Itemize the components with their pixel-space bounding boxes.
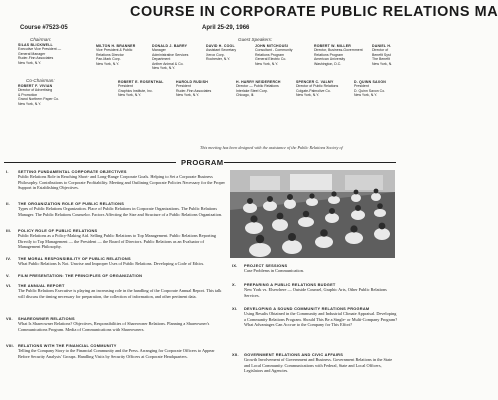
chairman-line: General Manager <box>18 51 46 56</box>
agenda-title: PREPARING A PUBLIC RELATIONS BUDGET <box>244 282 336 287</box>
speaker-block <box>176 80 234 98</box>
speaker-line: Consultant - Community <box>255 48 293 53</box>
divider-line <box>4 162 176 163</box>
agenda-number: X. <box>232 282 237 287</box>
agenda-number: II. <box>6 201 10 206</box>
assistance-note: This meeting has been designed with the assistance of the Public Relations Society of <box>200 145 343 150</box>
agenda-item <box>6 273 226 278</box>
agenda-title: POLICY ROLE OF PUBLIC RELATIONS <box>18 228 98 233</box>
agenda-title: THE ANNUAL REPORT <box>18 283 65 288</box>
agenda-title: GOVERNMENT RELATIONS AND CIVIC AFFAIRS <box>244 352 344 357</box>
speaker-name: MILTON H. BRANNER <box>96 44 136 48</box>
speaker-name: D. QUINN SAXON <box>354 80 386 84</box>
meeting-photo <box>230 170 395 258</box>
speaker-line: Colgate-Palmolive Co. <box>296 88 331 93</box>
agenda-description: Types of Public Relations Organization. Place of Public Relations in Corporate Organizations. The Public Relations Manager. The Public Relations Counselor. Factors Affecting the Size and Structure of a Public Relations Organization. <box>18 206 223 217</box>
agenda-description: New York vs. Elsewhere — Outside Counsel, Graphic Arts, Other Public Relations Services. <box>244 287 387 298</box>
speaker-line: General Electric Co. <box>255 57 287 62</box>
co-chairman-line: New York, N.Y. <box>18 101 42 106</box>
agenda-description: Using Results Obtained in the Community and Industrial Climate Appraisal. Developing a Community Relations Program. Should This Be a Single- or Multi-Company Program? What Advantages Can Accrue to the Company for This Effort? <box>244 311 398 328</box>
chairman-line: Executive Vice President — <box>18 47 62 52</box>
meeting-photo-graphic <box>230 170 395 258</box>
speaker-name: DONALD J. BARRY <box>152 44 188 48</box>
divider-line <box>224 162 396 163</box>
speaker-block <box>118 80 176 98</box>
agenda-description: Public Relations Role in Reaching Short- and Long-Range Corporate Goals. Helping to Set a Corporate Business Philosophy. Contributions to Corporate Profitability. Meeting and Outlining Corporate Policies Necessary for the Proper Support in Establishing Objectives. <box>18 174 225 191</box>
agenda-description: Public Relations as a Policy-Making Aid. Selling Public Relations to Top Management. Public Relations Reporting Directly to Top Management — the President — the Board of Directors. Public Relations as an Evaluator of Management Philosophy. <box>18 233 216 250</box>
agenda-title: DEVELOPING A SOUND COMMUNITY RELATIONS PROGRAM <box>244 306 370 311</box>
co-chairman-name: ROBERT F. VIVIAN <box>18 84 53 88</box>
guest-speakers-label: Guest Speakers: <box>238 37 273 42</box>
agenda-item <box>6 256 226 267</box>
chairman-line: Ruder-Finn Associates <box>18 56 54 61</box>
agenda-number: VII. <box>6 316 13 321</box>
agenda-title: THE MORAL RESPONSIBILITY OF PUBLIC RELATIONS <box>18 256 131 261</box>
speaker-line: New York, N.Y. <box>118 93 142 98</box>
agenda-item <box>6 201 226 217</box>
speaker-line: President <box>354 84 369 89</box>
speaker-line: Xerox Corp. <box>206 52 225 57</box>
speaker-line: Washington, D.C. <box>314 61 342 66</box>
agenda-description: The Public Relations Executive is playing an increasing role in the handling of the Corporate Annual Report. This talk will discuss the timing necessary for preparation, the collection of information, and other pertinent data. <box>18 288 222 299</box>
speaker-line: Rochester, N.Y. <box>206 57 231 62</box>
speaker-block <box>255 44 313 66</box>
speaker-name: H. HARRY NEIDERERCH <box>236 80 281 84</box>
co-chairman-line: Grand Northern Paper Co. <box>18 97 60 102</box>
agenda-description: Telling the Company Story to the Financial Community and the Press. Arranging for Corporate Officers to Appear Before Security Analysts' Groups. Handling Visits by Security Officers at Corporate Headquarters. <box>18 348 215 359</box>
speaker-line: President <box>118 84 133 89</box>
program-heading: PROGRAM <box>181 158 224 167</box>
co-chairman-line: Director of Advertising <box>18 88 53 93</box>
agenda-number: III. <box>6 228 12 233</box>
speaker-line: Interlake Steel Corp. <box>236 88 268 93</box>
agenda-number: VIII. <box>6 343 15 348</box>
speaker-line: Director — Public Relations <box>236 84 279 89</box>
program-divider <box>4 158 396 167</box>
speaker-line: D. Quinn Saxon Co. <box>354 88 386 93</box>
agenda-number: V. <box>6 273 10 278</box>
course-dates: April 25-29, 1966 <box>202 25 250 31</box>
agenda-title: SETTING FUNDAMENTAL CORPORATE OBJECTIVES <box>18 169 127 174</box>
speaker-line: Director of Public Relations <box>296 84 339 89</box>
agenda-title: PROJECT SESSIONS <box>244 263 288 268</box>
speaker-line: President <box>176 84 191 89</box>
speaker-block <box>206 44 254 62</box>
speaker-line: New York, N.Y. <box>176 93 200 98</box>
speaker-line: Benefit Syst <box>372 52 391 57</box>
agenda-number: I. <box>6 169 9 174</box>
speaker-line: Chicago, Ill. <box>236 93 255 98</box>
speaker-line: New York, N.Y. <box>152 66 176 71</box>
speaker-line: Vice President & Public <box>96 48 133 53</box>
agenda-title: THE ORGANIZATION ROLE OF PUBLIC RELATIONS <box>18 201 125 206</box>
speaker-name: DAVID H. COOL <box>206 44 235 48</box>
agenda-number: IV. <box>6 256 12 261</box>
speaker-name: ROBERT W. MILLER <box>314 44 352 48</box>
agenda-description: Growth Involvement of Government and Business. Government Relations in the State and Local Community. Communications with Federal, State and Local Officers, Legislators and Agencies. <box>244 357 393 374</box>
speaker-block <box>372 44 400 66</box>
speaker-line: New York, N.Y. <box>354 93 378 98</box>
speaker-line: Ruder-Finn Associates <box>176 88 212 93</box>
speaker-name: SPENCER C. VALMY <box>296 80 334 84</box>
agenda-description: What Is Shareowner Relations? Objectives, Responsibilities of Shareowner Relations. Planning a Shareowner's Communications Program. Media of Communications with Shareowners. <box>18 321 210 332</box>
agenda-title: SHAREOWNER RELATIONS <box>18 316 75 321</box>
speaker-line: Department <box>152 57 171 62</box>
speaker-line: New York, N. <box>372 61 393 66</box>
speaker-block <box>296 80 354 98</box>
agenda-item <box>232 282 398 298</box>
agenda-description: Case Problems in Communication. <box>244 268 304 274</box>
agenda-number: IX. <box>232 263 238 268</box>
co-chairman-label: Co-Chairman: <box>26 78 55 83</box>
speaker-line: New York, N.Y. <box>255 61 279 66</box>
speaker-line: Anther Animal & Co. <box>152 61 184 66</box>
agenda-title: FILM PRESENTATION: THE PRINCIPLES OF ORGANIZATION <box>18 273 143 278</box>
agenda-item <box>232 306 398 328</box>
agenda-number: XII. <box>232 352 239 357</box>
speaker-block <box>236 80 294 98</box>
speaker-line: New York, N.Y. <box>296 93 320 98</box>
agenda-title: RELATIONS WITH THE FINANCIAL COMMUNITY <box>18 343 117 348</box>
agenda-item <box>232 352 398 374</box>
speaker-line: Administrative Services <box>152 52 189 57</box>
chairman-name: SILAS BLICKWELL <box>18 43 53 47</box>
speaker-line: Pan-Mark Corp. <box>96 57 121 62</box>
speaker-name: DANIEL H. <box>372 44 392 48</box>
speaker-block <box>96 44 154 66</box>
co-chairman-block <box>18 84 76 106</box>
chairman-block <box>18 43 76 65</box>
course-number: Course #7523-05 <box>20 25 68 31</box>
agenda-description: What Public Relations Is Not. Unwise and Improper Uses of Public Relations. Developing a Code of Ethics. <box>18 261 205 267</box>
agenda-item <box>6 316 226 332</box>
speaker-block <box>152 44 210 70</box>
agenda-item <box>232 263 398 274</box>
speaker-name: ROBERT E. ROSENTHAL <box>118 80 164 84</box>
speaker-line: Manager <box>152 48 166 53</box>
chairman-label: Chairman: <box>30 37 52 42</box>
speaker-line: New York, N.Y. <box>96 61 120 66</box>
speaker-line: Relations Director <box>96 52 124 57</box>
agenda-number: XI. <box>232 306 238 311</box>
agenda-item <box>6 169 226 191</box>
speaker-line: Relations Program <box>255 52 284 57</box>
agenda-item <box>6 228 226 250</box>
speaker-name: HAROLD RUDISH <box>176 80 208 84</box>
agenda-number: VI. <box>6 283 12 288</box>
speaker-line: Graphics Institute, Inc. <box>118 88 153 93</box>
speaker-name: JOHN MITCHOUSI <box>255 44 289 48</box>
speaker-line: The Benefit <box>372 57 390 62</box>
chairman-line: New York, N.Y. <box>18 60 42 65</box>
speaker-line: Assistant Secretary <box>206 48 237 53</box>
speaker-line: Director of <box>372 48 389 53</box>
speaker-line: Relations Program <box>314 52 343 57</box>
co-chairman-line: & Promotion <box>18 92 38 97</box>
agenda-item <box>6 343 226 359</box>
agenda-item <box>6 283 226 299</box>
speaker-block <box>354 80 400 98</box>
speaker-block <box>314 44 368 66</box>
page-title: COURSE IN CORPORATE PUBLIC RELATIONS MA <box>130 4 498 20</box>
speaker-line: American University <box>314 57 346 62</box>
speaker-line: Director, Business-Government <box>314 48 363 53</box>
